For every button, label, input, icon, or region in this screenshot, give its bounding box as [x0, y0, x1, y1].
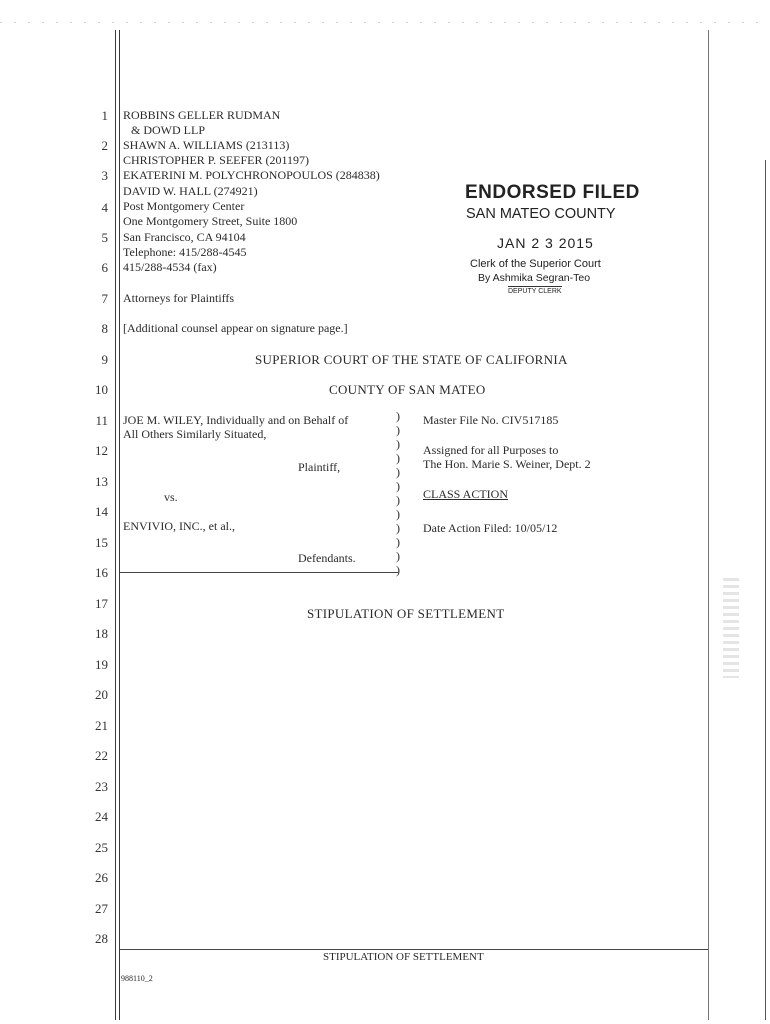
scan-bleed-through — [723, 578, 739, 678]
line-number: 27 — [95, 901, 108, 916]
footer-title: STIPULATION OF SETTLEMENT — [323, 951, 484, 963]
line-number: 17 — [95, 596, 108, 611]
line-number: 5 — [101, 230, 108, 245]
plaintiff-class: All Others Similarly Situated, — [123, 427, 267, 441]
paren: ) — [396, 409, 400, 423]
paren: ) — [396, 493, 400, 507]
stamp-county: SAN MATEO COUNTY — [466, 206, 616, 222]
left-margin-rule-outer — [115, 30, 116, 1020]
firm-name-cont: & DOWD LLP — [131, 123, 205, 137]
stamp-clerk: Clerk of the Superior Court — [470, 258, 601, 270]
line-number: 26 — [95, 870, 108, 885]
additional-counsel-note: [Additional counsel appear on signature page.] — [123, 321, 348, 335]
paren: ) — [396, 507, 400, 521]
line-number: 24 — [95, 809, 108, 824]
caption-bottom-rule — [120, 572, 398, 573]
line-number: 19 — [95, 657, 108, 672]
defendant-label: Defendants. — [298, 551, 356, 565]
attorney-name: CHRISTOPHER P. SEEFER (201197) — [123, 153, 310, 167]
court-county: COUNTY OF SAN MATEO — [329, 382, 486, 397]
line-number: 6 — [101, 260, 108, 275]
paren: ) — [396, 437, 400, 451]
scan-noise-top — [0, 22, 770, 23]
master-file-number: Master File No. CIV517185 — [423, 413, 559, 427]
line-number: 1 — [101, 108, 108, 123]
fax: 415/288-4534 (fax) — [123, 260, 217, 274]
line-number: 10 — [95, 382, 108, 397]
paren: ) — [396, 549, 400, 563]
paren: ) — [396, 479, 400, 493]
line-number: 9 — [101, 352, 108, 367]
paren: ) — [396, 535, 400, 549]
class-action-label: CLASS ACTION — [423, 487, 509, 501]
line-number: 18 — [95, 626, 108, 641]
paren: ) — [396, 521, 400, 535]
line-number: 16 — [95, 565, 108, 580]
stamp-deputy: DEPUTY CLERK — [508, 288, 562, 295]
attorney-name: DAVID W. HALL (274921) — [123, 184, 258, 198]
paren: ) — [396, 465, 400, 479]
firm-name: ROBBINS GELLER RUDMAN — [123, 108, 281, 122]
address-line: Post Montgomery Center — [123, 199, 245, 213]
line-number: 21 — [95, 718, 108, 733]
page-edge — [765, 160, 766, 1020]
document-title: STIPULATION OF SETTLEMENT — [307, 606, 505, 621]
assigned-judge: The Hon. Marie S. Weiner, Dept. 2 — [423, 457, 591, 471]
line-number: 7 — [101, 291, 108, 306]
right-margin-rule — [708, 30, 709, 1020]
versus: vs. — [164, 490, 178, 504]
stamp-date: JAN 2 3 2015 — [497, 235, 594, 251]
line-number: 23 — [95, 779, 108, 794]
line-number: 3 — [101, 168, 108, 183]
line-number: 13 — [95, 474, 108, 489]
plaintiff-label: Plaintiff, — [298, 460, 341, 474]
assigned-purposes: Assigned for all Purposes to — [423, 443, 559, 457]
line-number: 2 — [101, 138, 108, 153]
line-number: 8 — [101, 321, 108, 336]
defendant-name: ENVIVIO, INC., et al., — [123, 519, 235, 533]
line-number: 14 — [95, 504, 108, 519]
left-margin-rule-inner — [119, 30, 120, 1020]
footer-doc-id: 988110_2 — [121, 974, 153, 983]
line-number: 4 — [101, 200, 108, 215]
attorneys-for: Attorneys for Plaintiffs — [123, 291, 235, 305]
line-number: 25 — [95, 840, 108, 855]
paren: ) — [396, 563, 400, 577]
court-name: SUPERIOR COURT OF THE STATE OF CALIFORNIA — [255, 352, 568, 367]
attorney-name: SHAWN A. WILLIAMS (213113) — [123, 138, 290, 152]
attorney-name: EKATERINI M. POLYCHRONOPOULOS (284838) — [123, 168, 380, 182]
date-action-filed: Date Action Filed: 10/05/12 — [423, 521, 558, 535]
plaintiff-name: JOE M. WILEY, Individually and on Behalf of — [123, 413, 349, 427]
line-number: 12 — [95, 443, 108, 458]
line-number: 28 — [95, 931, 108, 946]
address-line: One Montgomery Street, Suite 1800 — [123, 214, 298, 228]
footer-rule — [120, 949, 708, 950]
line-number: 22 — [95, 748, 108, 763]
address-line: San Francisco, CA 94104 — [123, 230, 246, 244]
paren: ) — [396, 423, 400, 437]
line-number: 20 — [95, 687, 108, 702]
line-number: 11 — [95, 413, 108, 428]
stamp-by: By Ashmika Segran-Teo — [478, 272, 591, 284]
stamp-title: ENDORSED FILED — [465, 182, 640, 203]
telephone: Telephone: 415/288-4545 — [123, 245, 247, 259]
line-number: 15 — [95, 535, 108, 550]
paren: ) — [396, 451, 400, 465]
